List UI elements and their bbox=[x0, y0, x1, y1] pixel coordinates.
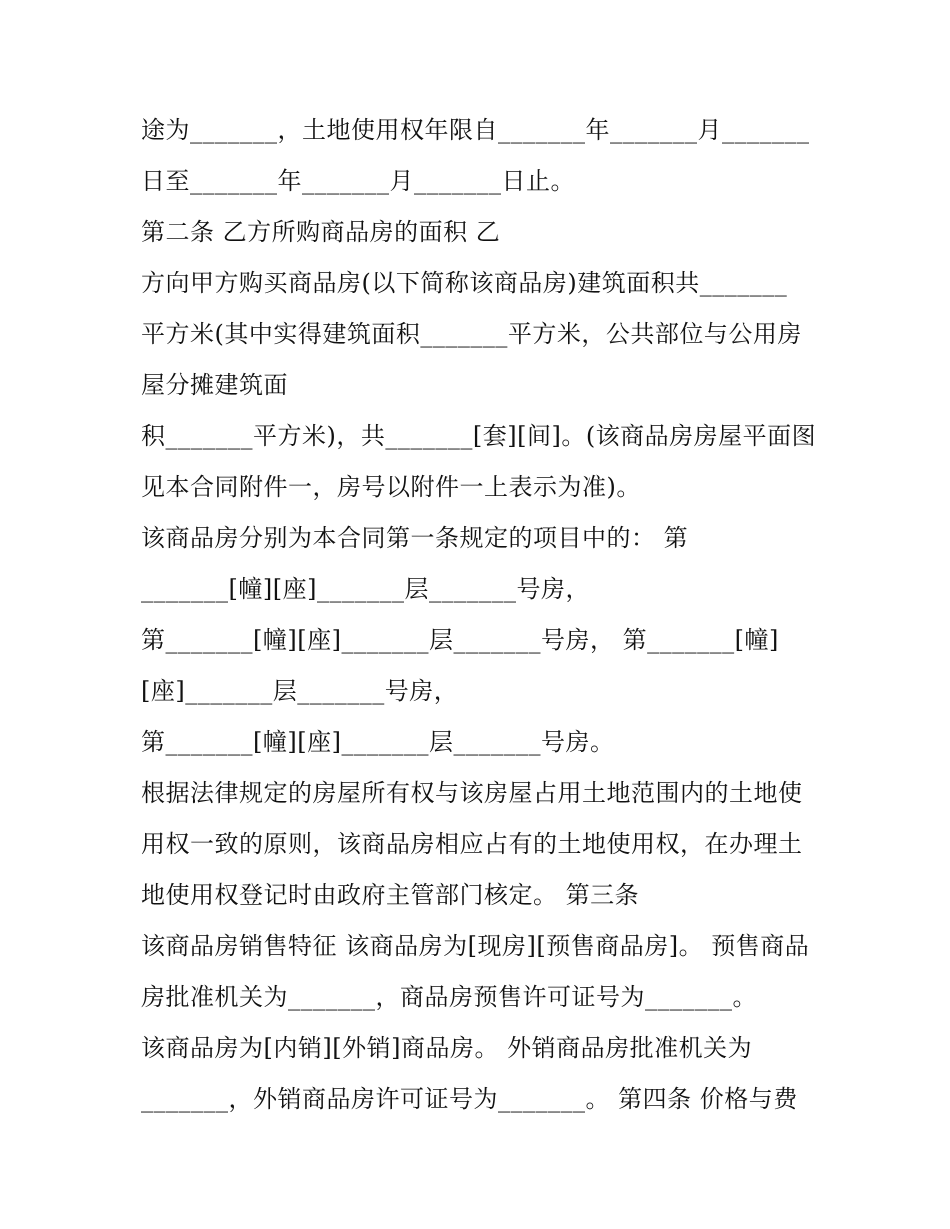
text-line-19: 该商品房为[内销][外销]商品房。 外销商品房批准机关为 bbox=[141, 1034, 753, 1062]
text-line-7: 积_______平方米)，共_______[套][间]。(该商品房房屋平面图 bbox=[141, 422, 817, 450]
text-line-18: 房批准机关为_______，商品房预售许可证号为_______。 bbox=[141, 983, 757, 1011]
text-line-15: 用权一致的原则，该商品房相应占有的土地使用权，在办理土 bbox=[141, 830, 803, 858]
text-line-10: _______[幢][座]_______层_______号房， bbox=[141, 575, 590, 603]
text-line-11: 第_______[幢][座]_______层_______号房， 第_______[幢] bbox=[141, 626, 779, 654]
article-four-heading: _______，外销商品房许可证号为_______。 第四条 价格与费 bbox=[141, 1085, 798, 1113]
text-line-17: 该商品房销售特征 该商品房为[现房][预售商品房]。 预售商品 bbox=[141, 932, 810, 960]
text-line-13: 第_______[幢][座]_______层_______号房。 bbox=[141, 728, 615, 756]
text-line-12: [座]_______层_______号房， bbox=[141, 677, 459, 705]
article-two-heading: 第二条 乙方所购商品房的面积 乙 bbox=[141, 218, 501, 246]
article-three-heading: 地使用权登记时由政府主管部门核定。 第三条 bbox=[141, 881, 640, 909]
text-line-14: 根据法律规定的房屋所有权与该房屋占用土地范围内的土地使 bbox=[141, 779, 803, 807]
text-line-6: 屋分摊建筑面 bbox=[141, 371, 288, 399]
text-line-1: 途为_______，土地使用权年限自_______年_______月_______ bbox=[141, 116, 810, 144]
text-line-4: 方向甲方购买商品房(以下简称该商品房)建筑面积共_______ bbox=[141, 269, 788, 297]
text-line-5: 平方米(其中实得建筑面积_______平方米，公共部位与公用房 bbox=[141, 320, 802, 348]
text-line-8: 见本合同附件一，房号以附件一上表示为准)。 bbox=[141, 473, 641, 501]
text-line-2: 日至_______年_______月_______日止。 bbox=[141, 167, 575, 195]
text-line-9: 该商品房分别为本合同第一条规定的项目中的： 第 bbox=[141, 524, 689, 552]
